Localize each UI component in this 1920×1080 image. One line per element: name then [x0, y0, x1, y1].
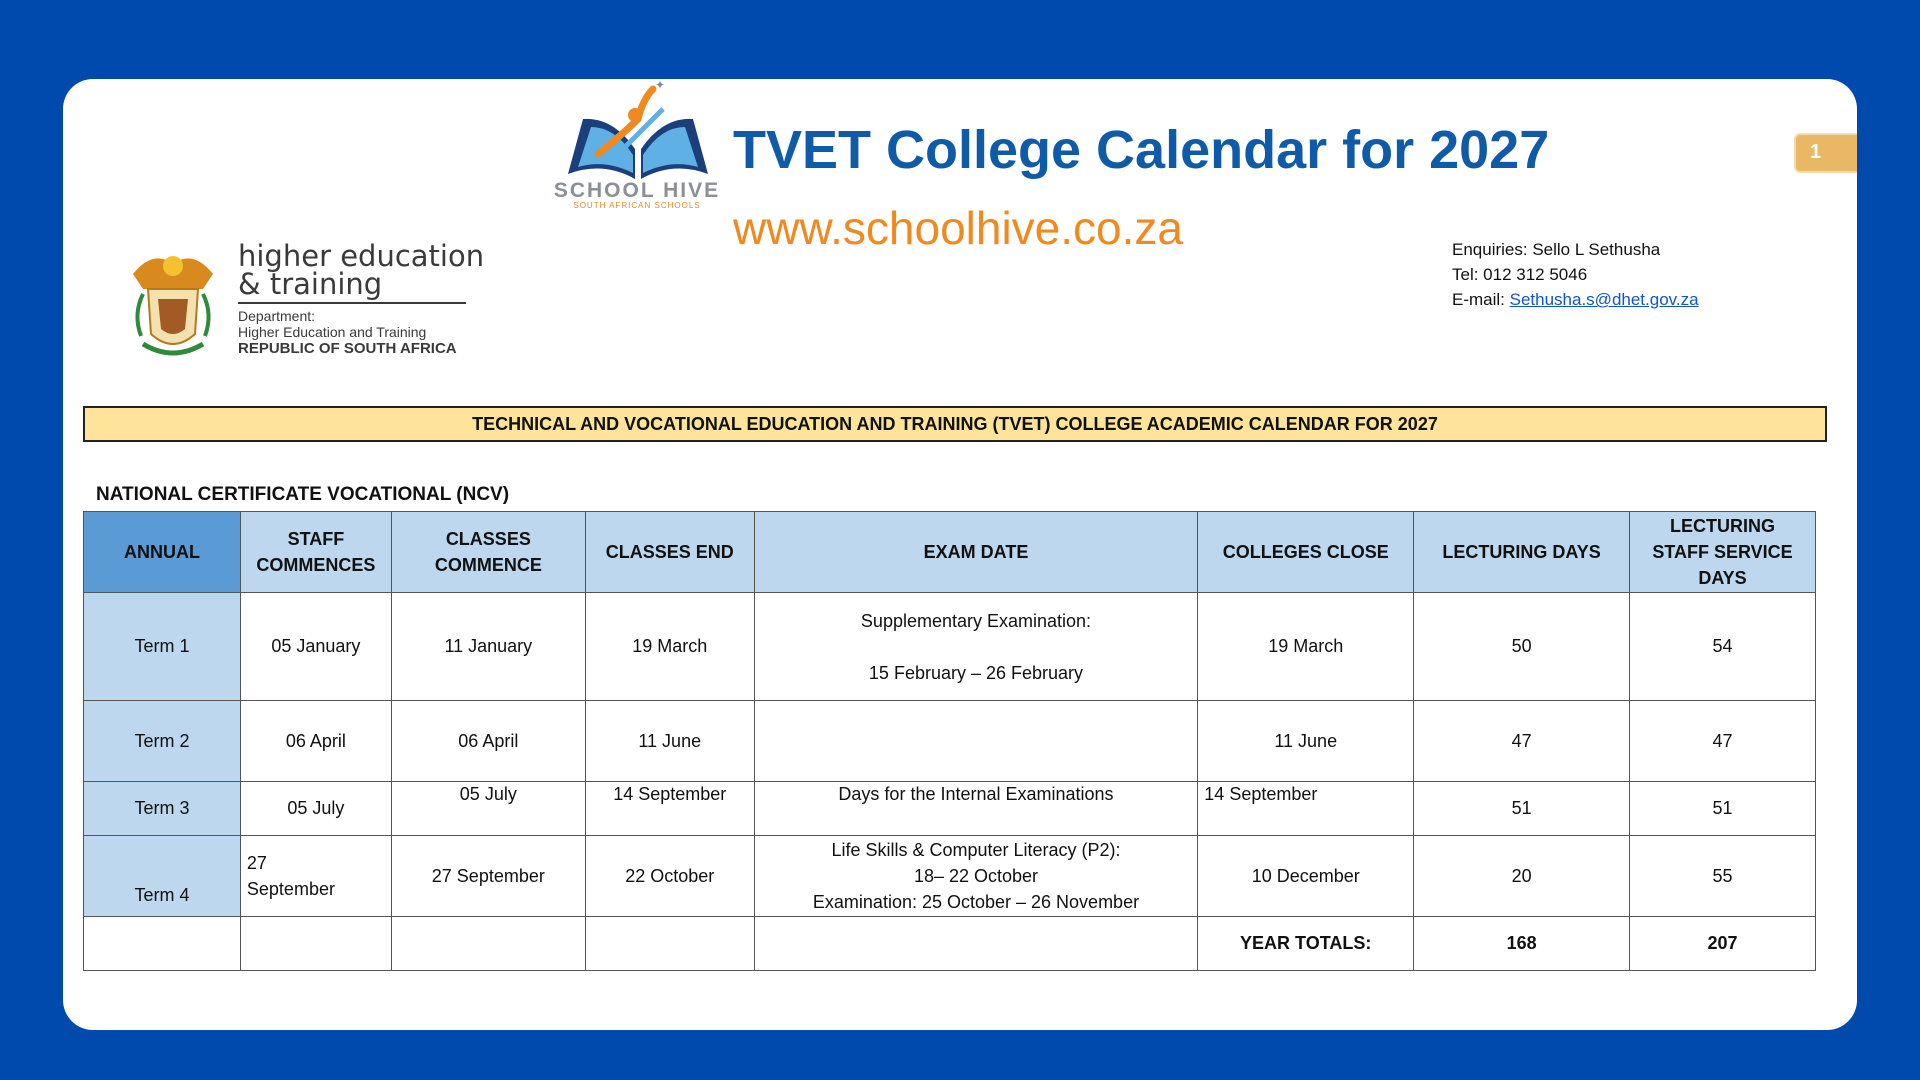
email-link[interactable]: Sethusha.s@dhet.gov.za [1509, 290, 1699, 309]
service-cell: 47 [1630, 701, 1816, 782]
section-label: NATIONAL CERTIFICATE VOCATIONAL (NCV) [96, 484, 510, 505]
logo-subtitle: SOUTH AFRICAN SCHOOLS [573, 201, 701, 210]
table-row [84, 836, 1816, 917]
classes-cell: 27 September [391, 836, 585, 917]
email-label: E-mail: [1452, 290, 1510, 309]
divider [238, 302, 466, 304]
classes-end-cell: 22 October [585, 836, 754, 917]
table-row [84, 593, 1816, 701]
exam-cell: Days for the Internal Examinations [754, 782, 1198, 836]
staff-cell: 06 April [240, 701, 391, 782]
lecturing-cell: 50 [1414, 593, 1630, 701]
empty-cell [84, 917, 241, 971]
open-book-icon [543, 79, 733, 189]
table-row [84, 782, 1816, 836]
totals-row [84, 917, 1816, 971]
dhet-logo-text [238, 239, 538, 357]
exam-cell [754, 701, 1198, 782]
col-header-exam-date: EXAM DATE [754, 512, 1198, 593]
term-cell: Term 1 [84, 593, 241, 701]
classes-end-cell: 14 September [585, 782, 754, 836]
service-cell: 51 [1630, 782, 1816, 836]
coat-of-arms-icon [123, 244, 223, 364]
empty-cell [754, 917, 1198, 971]
exam-cell: Life Skills & Computer Literacy (P2): 18– 22 October Examination: 25 October – 26 November [754, 836, 1198, 917]
table-header-row [84, 512, 1816, 593]
close-cell: 11 June [1198, 701, 1414, 782]
page-title: TVET College Calendar for 2027 [733, 120, 1550, 180]
exam-cell: Supplementary Examination: 15 February – 26 February [754, 593, 1198, 701]
staff-cell: 27 September [240, 836, 391, 917]
empty-cell [391, 917, 585, 971]
lecturing-cell: 20 [1414, 836, 1630, 917]
classes-end-cell: 11 June [585, 701, 754, 782]
dhet-dept: Department: [238, 308, 316, 324]
close-cell: 10 December [1198, 836, 1414, 917]
col-header-staff: STAFF COMMENCES [240, 512, 391, 593]
totals-label: YEAR TOTALS: [1198, 917, 1414, 971]
service-cell: 55 [1630, 836, 1816, 917]
total-service-days: 207 [1630, 917, 1816, 971]
col-header-classes: CLASSES COMMENCE [391, 512, 585, 593]
empty-cell [240, 917, 391, 971]
dhet-line1: higher education [238, 239, 485, 273]
classes-cell: 05 July [391, 782, 585, 836]
col-header-annual: ANNUAL [84, 512, 241, 593]
service-cell: 54 [1630, 593, 1816, 701]
classes-cell: 11 January [391, 593, 585, 701]
contact-info [1452, 237, 1699, 312]
classes-end-cell: 19 March [585, 593, 754, 701]
dhet-country: REPUBLIC OF SOUTH AFRICA [238, 340, 457, 357]
total-lecturing-days: 168 [1414, 917, 1630, 971]
close-cell: 14 September [1198, 782, 1414, 836]
term-cell: Term 4 [84, 836, 241, 917]
site-url[interactable]: www.schoolhive.co.za [733, 202, 1183, 254]
contact-tel: Tel: 012 312 5046 [1452, 265, 1588, 284]
staff-cell: 05 January [240, 593, 391, 701]
col-header-lecturing-days: LECTURING DAYS [1414, 512, 1630, 593]
col-header-staff-service: LECTURING STAFF SERVICE DAYS [1630, 512, 1816, 593]
table-row [84, 701, 1816, 782]
svg-text:✦: ✦ [655, 79, 666, 92]
close-cell: 19 March [1198, 593, 1414, 701]
staff-cell: 05 July [240, 782, 391, 836]
calendar-banner: TECHNICAL AND VOCATIONAL EDUCATION AND TRAINING (TVET) COLLEGE ACADEMIC CALENDAR FOR 2027 [83, 406, 1827, 442]
calendar-card [63, 79, 1857, 1030]
term-cell: Term 3 [84, 782, 241, 836]
page-number-tab: 1 [1794, 133, 1857, 173]
calendar-table [83, 511, 1816, 971]
col-header-colleges-close: COLLEGES CLOSE [1198, 512, 1414, 593]
empty-cell [585, 917, 754, 971]
lecturing-cell: 47 [1414, 701, 1630, 782]
dhet-line2: & training [238, 267, 383, 301]
logo-name: SCHOOL HIVE [553, 179, 721, 202]
col-header-classes-end: CLASSES END [585, 512, 754, 593]
lecturing-cell: 51 [1414, 782, 1630, 836]
dhet-dept-name: Higher Education and Training [238, 324, 427, 340]
term-cell: Term 2 [84, 701, 241, 782]
contact-enquiries: Enquiries: Sello L Sethusha [1452, 240, 1661, 259]
classes-cell: 06 April [391, 701, 585, 782]
